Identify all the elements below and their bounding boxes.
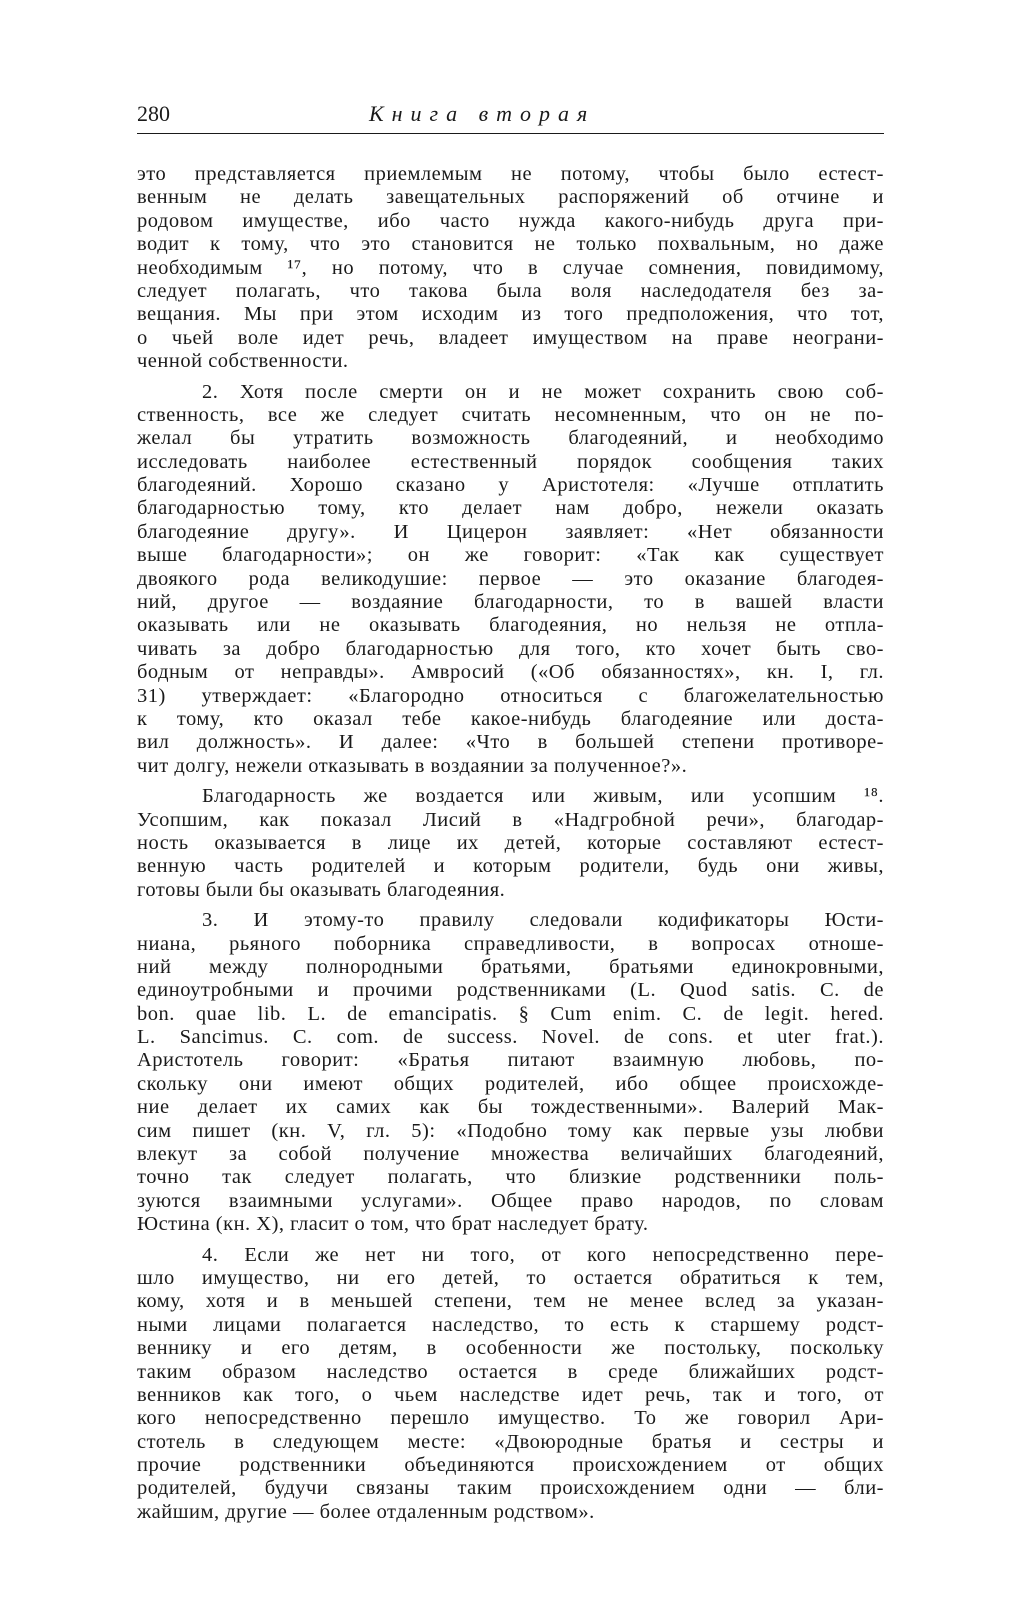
text-line: желал бы утратить возможность благодеяний, и необходимо	[137, 427, 884, 450]
text-line: единоутробными и прочими родственниками (L. Quod satis. C. de	[137, 979, 884, 1002]
text-line: венным не делать завещательных распоряжений об отчине и	[137, 186, 884, 209]
text-line: веннику и его детям, в особенности же постольку, поскольку	[137, 1337, 884, 1360]
text-line: кого непосредственно перешло имущество. То же говорил Ари-	[137, 1407, 884, 1430]
text-line: Благодарность же воздается или живым, или усопшим ¹⁸.	[202, 785, 884, 808]
body-text	[137, 163, 884, 1524]
text-line: ний, другое — воздаяние благодарности, то в вашей власти	[137, 591, 884, 614]
page-number: 280	[137, 101, 170, 126]
text-line: 2. Хотя после смерти он и не может сохранить свою соб-	[202, 380, 884, 403]
text-line: ность оказывается в лице их детей, которые составляют естест-	[137, 831, 884, 854]
text-line: ниана, рьяного поборника справедливости, в вопросах отноше-	[137, 932, 884, 955]
text-line: Юстина (кн. X), гласит о том, что брат наследует брату.	[137, 1213, 649, 1236]
text-line: Аристотель говорит: «Братья питают взаимную любовь, по-	[137, 1049, 884, 1072]
text-line: сим пишет (кн. V, гл. 5): «Подобно тому как первые узы любви	[137, 1119, 884, 1142]
text-line: оказывать или не оказывать благодеяния, но нельзя не отпла-	[137, 614, 884, 637]
text-line: ние делает их самих как бы тождественными». Валерий Мак-	[137, 1096, 884, 1119]
text-line: чит долгу, нежели отказывать в воздаянии за полученное?».	[137, 754, 688, 777]
paragraph-4	[137, 909, 884, 1236]
paragraph-3	[137, 785, 884, 902]
text-line: исследовать наиболее естественный порядок сообщения таких	[137, 450, 884, 473]
text-line: шло имущество, ни его детей, то остается обратиться к тем,	[137, 1266, 884, 1289]
text-line: это представляется приемлемым не потому, чтобы было естест-	[137, 163, 884, 185]
text-line: жайшим, другие — более отдаленным родством».	[137, 1500, 595, 1523]
text-line: выше благодарности»; он же говорит: «Так как существует	[137, 544, 884, 567]
text-line: вил должность». И далее: «Что в большей степени противоре-	[137, 731, 884, 754]
text-line: Усопшим, как показал Лисий в «Надгробной речи», благодар-	[137, 808, 884, 831]
text-line: стотель в следующем месте: «Двоюродные братья и сестры и	[137, 1430, 884, 1453]
text-line: бодным от неправды». Амвросий («Об обязанностях», кн. I, гл.	[137, 661, 884, 684]
text-line: благодеяний. Хорошо сказано у Аристотеля: «Лучше отплатить	[137, 474, 884, 497]
page-header	[137, 100, 884, 132]
paragraph-5	[137, 1244, 884, 1525]
text-line: вещания. Мы при этом исходим из того предположения, что тот,	[137, 303, 884, 326]
text-line: ченной собственности.	[137, 350, 349, 373]
text-line: bon. quae lib. L. de emancipatis. § Cum enim. C. de legit. hered.	[137, 1002, 884, 1025]
text-line: влекут за собой получение множества величайших благодеяний,	[137, 1143, 884, 1166]
text-line: таким образом наследство остается в среде ближайших родст-	[137, 1360, 884, 1383]
header-rule	[137, 133, 884, 134]
text-line: L. Sancimus. C. com. de success. Novel. de cons. et uter frat.).	[137, 1026, 884, 1049]
text-line: готовы были бы оказывать благодеяния.	[137, 878, 506, 901]
text-line: скольку они имеют общих родителей, ибо общее происхожде-	[137, 1072, 884, 1095]
text-line: родовом имуществе, ибо часто нужда какого-нибудь друга при-	[137, 209, 884, 232]
text-line: точно так следует полагать, что близкие родственники поль-	[137, 1166, 884, 1189]
text-line: венную часть родителей и которым родители, будь они живы,	[137, 855, 884, 878]
text-line: венников как того, о чьем наследстве идет речь, так и того, от	[137, 1383, 884, 1406]
text-line: о чьей воле идет речь, владеет имуществом на праве неограни-	[137, 326, 884, 349]
text-line: к тому, кто оказал тебе какое-нибудь благодеяние или доста-	[137, 707, 884, 730]
text-line: благодеяние другу». И Цицерон заявляет: «Нет обязанности	[137, 520, 884, 543]
running-head: Книга вторая	[369, 101, 596, 126]
text-line: следует полагать, что такова была воля наследодателя без за-	[137, 279, 884, 302]
text-line: ний между полнородными братьями, братьями единокровными,	[137, 955, 884, 978]
paragraph-1	[137, 163, 884, 374]
text-line: благодарностью тому, кто делает нам добро, нежели оказать	[137, 497, 884, 520]
text-line: зуются взаимными услугами». Общее право народов, по словам	[137, 1189, 884, 1212]
text-line: кому, хотя и в меньшей степени, тем не менее вслед за указан-	[137, 1290, 884, 1313]
text-line: необходимым ¹⁷, но потому, что в случае сомнения, повидимому,	[137, 256, 884, 279]
text-line: 4. Если же нет ни того, от кого непосредственно пере-	[202, 1243, 884, 1266]
text-line: ственность, все же следует считать несомненным, что он не по-	[137, 403, 884, 426]
text-line: чивать за добро благодарностью для того, кто хочет быть сво-	[137, 637, 884, 660]
text-line: двоякого рода великодушие: первое — это оказание благодея-	[137, 567, 884, 590]
text-line: водит к тому, что это становится не только похвальным, но даже	[137, 233, 884, 256]
text-line: родителей, будучи связаны таким происхождением одни — бли-	[137, 1477, 884, 1500]
text-line: 3. И этому-то правилу следовали кодификаторы Юсти-	[202, 909, 884, 932]
text-line: 31) утверждает: «Благородно относиться с благожелательностью	[137, 684, 884, 707]
text-line: прочие родственники объединяются происхождением от общих	[137, 1454, 884, 1477]
text-line: ными лицами полагается наследство, то есть к старшему родст-	[137, 1313, 884, 1336]
paragraph-2	[137, 381, 884, 779]
